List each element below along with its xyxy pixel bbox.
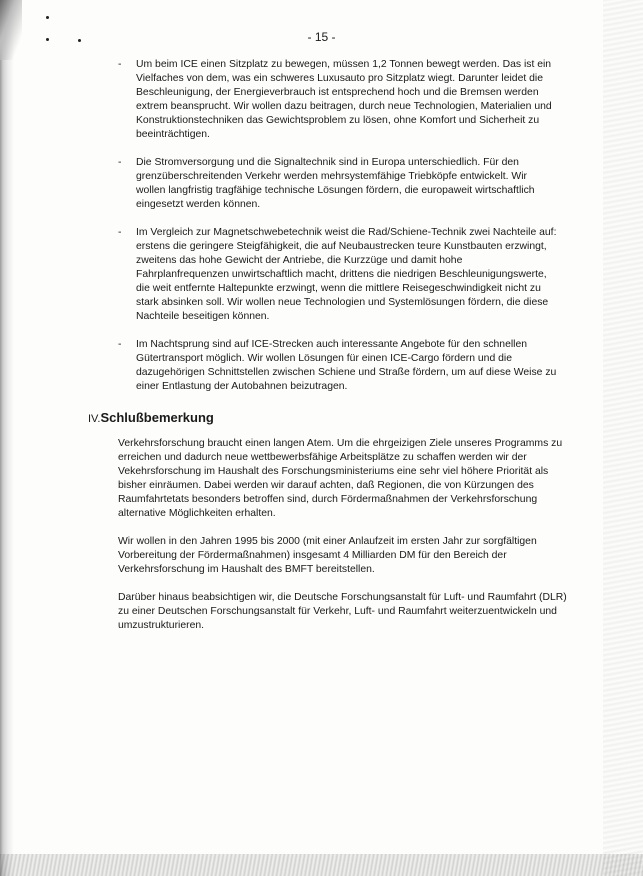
bullet-dash: -: [118, 339, 122, 350]
scan-shadow-left: [0, 0, 14, 876]
bullet-dash: -: [118, 157, 122, 168]
list-item: [118, 58, 558, 142]
list-item-text: Um beim ICE einen Sitzplatz zu bewegen, müssen 1,2 Tonnen bewegt werden. Das ist ein Vielfaches von dem, was ein schweres Luxusauto pro Sitzplatz wiegt. Darunter leidet die Beschleunigung, der Energieverbrauch ist entsprechend hoch und die Bremsen werden extrem beansprucht. Wir wollen dazu beitragen, durch neue Technologien, Materialien und Konstruktionstechniken das Gewichtsproblem zu lösen, ohne Komfort und Sicherheit zu beeinträchtigen.: [136, 59, 552, 140]
section-title: Schlußbemerkung: [100, 410, 214, 425]
list-item: [118, 226, 558, 324]
list-item: [118, 338, 558, 394]
list-item-text: Im Vergleich zur Magnetschwebetechnik weist die Rad/Schiene-Technik zwei Nachteile auf: erstens die geringere Steigfähigkeit, die auf Neubaustrecken teure Kunstbauten erzwingt, zweitens das hohe Gewicht der Antriebe, die Kurzzüge und damit hohe Fahrplanfrequenzen unwirtschaftlich macht, drittens die niedrigen Beschleunigungswerte, die weit entfernte Haltepunkte erzwingt, wenn die mittlere Reisegeschwindigkeit nicht zu stark absinken soll. Wir wollen neue Technologien und Systemlösungen fördern, die diese Nachteile beseitigen können.: [136, 227, 557, 322]
scan-noise-bottom: [0, 854, 643, 876]
paragraph: Wir wollen in den Jahren 1995 bis 2000 (mit einer Anlaufzeit im ersten Jahr zur sorgfältigen Vorbereitung der Fördermaßnahmen) insgesamt 4 Milliarden DM für den Bereich der Verkehrsforschung im Haushalt des BMFT bereitstellen.: [118, 536, 537, 575]
paragraph: Verkehrsforschung braucht einen langen Atem. Um die ehrgeizigen Ziele unseres Programms zu erreichen und dadurch neue wettbewerbsfähige Arbeitsplätze zu schaffen werden wir der Vekehrsforschung im Haushalt des Forschungsministeriums eine sehr viel höhere Priorität als bisher einräumen. Dabei werden wir darauf achten, daß Regionen, die von Kürzungen des Raumfahrtetats besonders betroffen sind, durch Fördermaßnahmen der Verkehrsforschung alternative Möglichkeiten erhalten.: [118, 438, 563, 519]
page-number: - 15 -: [307, 30, 336, 44]
scan-speck: [46, 16, 49, 19]
section-body: [118, 437, 570, 647]
scan-noise-right: [603, 0, 643, 876]
list-item: [118, 156, 558, 212]
list-item-text: Die Stromversorgung und die Signaltechnik sind in Europa unterschiedlich. Für den grenzüberschreitenden Verkehr werden mehrsystemfähige Triebköpfe entwickelt. Wir wollen langfristig tragfähige technische Lösungen fördern, die europaweit wirtschaftlich eingesetzt werden können.: [136, 157, 535, 210]
bullet-dash: -: [118, 59, 122, 70]
bullet-dash: -: [118, 227, 122, 238]
bullet-list: [118, 58, 558, 408]
section-heading: [88, 410, 214, 425]
list-item-text: Im Nachtsprung sind auf ICE-Strecken auch interessante Angebote für den schnellen Gütertransport möglich. Wir wollen Lösungen für einen ICE-Cargo fördern und die dazugehörigen Schnittstellen zwischen Schiene und Straße fördern, um auf diese Weise zu einer Entlastung der Autobahnen beizutragen.: [136, 339, 557, 392]
section-number: IV.: [88, 413, 101, 425]
paragraph: Darüber hinaus beabsichtigen wir, die Deutsche Forschungsanstalt für Luft- und Raumfahrt (DLR) zu einer Deutschen Forschungsanstalt für Verkehr, Luft- und Raumfahrt weiterzuentwickeln und umzustrukturieren.: [118, 592, 567, 631]
